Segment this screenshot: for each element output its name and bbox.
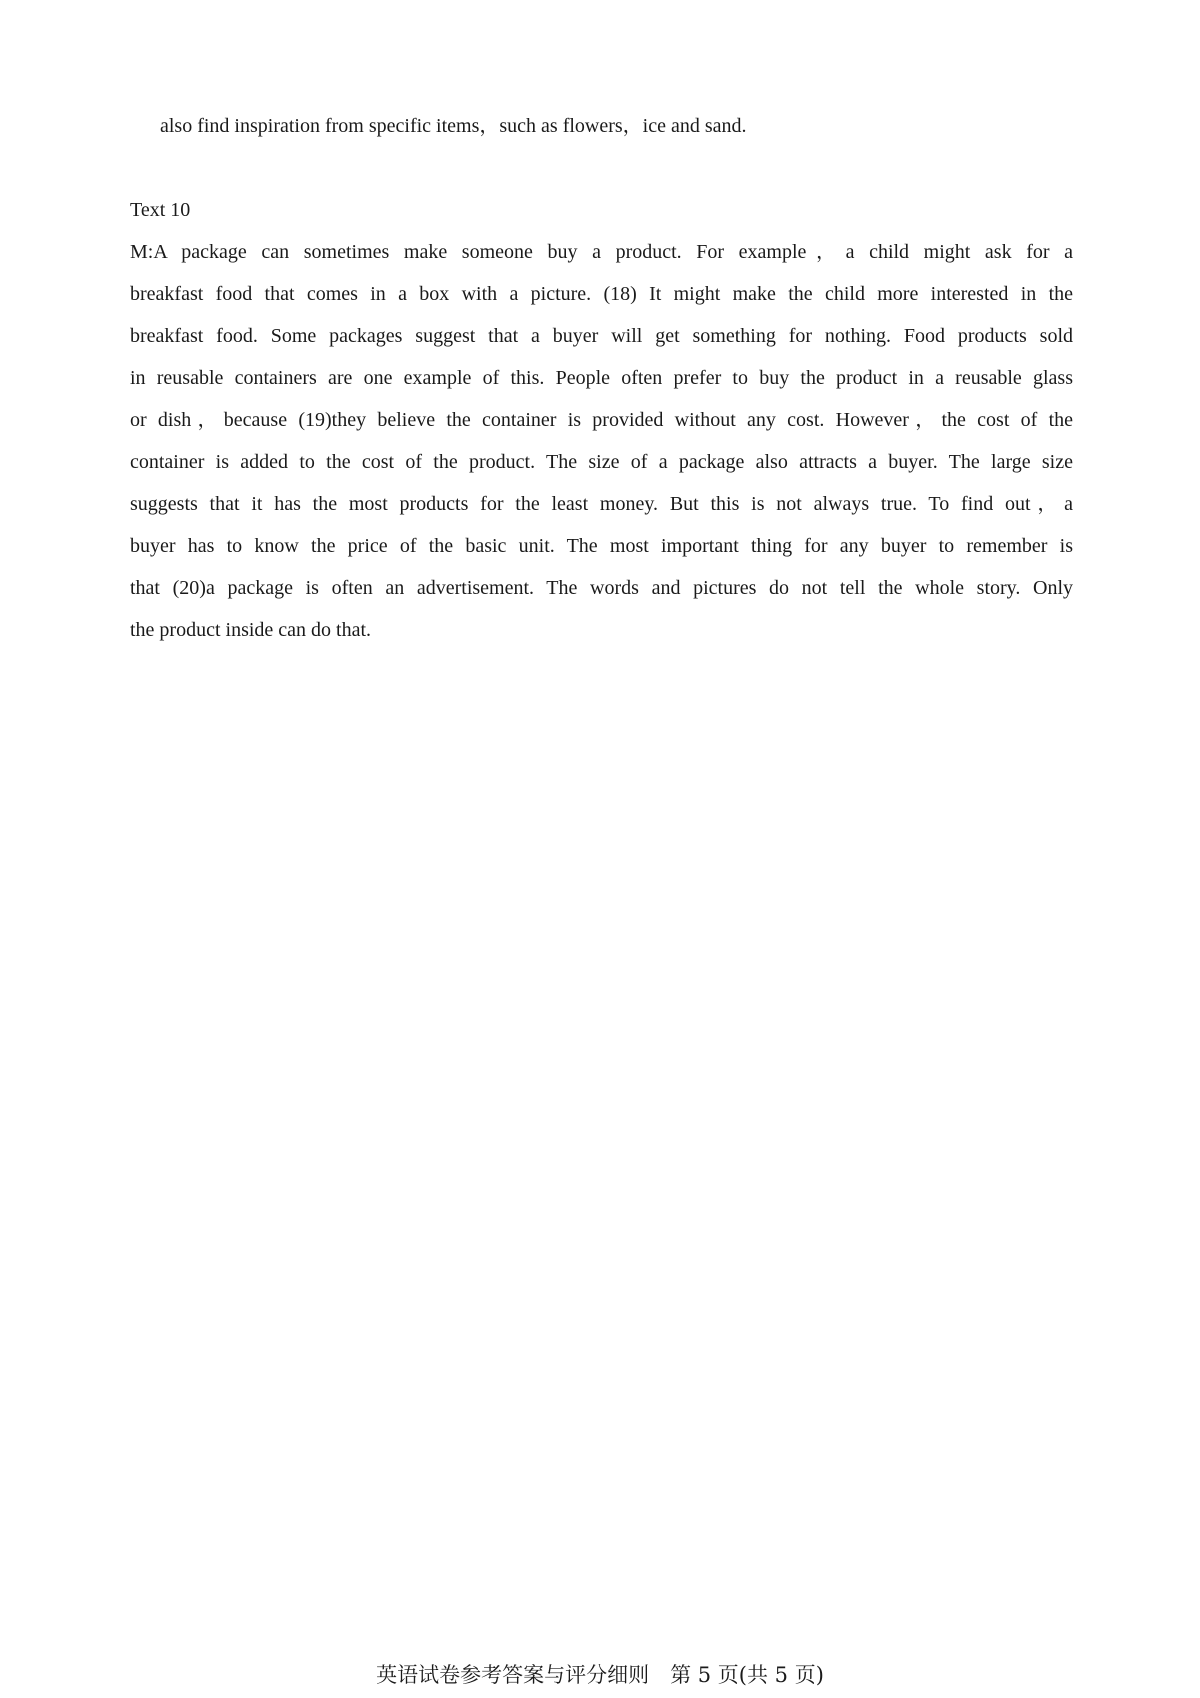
page-footer: 英语试卷参考答案与评分细则 第 5 页(共 5 页)	[376, 1663, 824, 1687]
passage-line: or dish，because (19)they believe the container is provided without any cost. However，the cost of the	[130, 409, 1073, 431]
passage-line: breakfast food that comes in a box with a picture. (18) It might make the child more interested in the	[130, 283, 1073, 305]
passage-line: suggests that it has the most products for the least money. But this is not always true. To find out，a	[130, 493, 1073, 515]
passage-line: in reusable containers are one example of this. People often prefer to buy the product in a reusable glass	[130, 367, 1073, 389]
passage-line: that (20)a package is often an advertisement. The words and pictures do not tell the whole story. Only	[130, 577, 1073, 599]
passage-line: M:A package can sometimes make someone buy a product. For example，a child might ask for a	[130, 241, 1073, 263]
passage-line: the product inside can do that.	[130, 619, 372, 641]
passage-text	[130, 238, 1073, 658]
section-title: Text 10	[130, 199, 191, 221]
passage-line: buyer has to know the price of the basic unit. The most important thing for any buyer to remember is	[130, 535, 1073, 557]
continued-text-line: also find inspiration from specific items，such as flowers，ice and sand.	[160, 115, 747, 137]
passage-line: container is added to the cost of the product. The size of a package also attracts a buyer. The large size	[130, 451, 1073, 473]
passage-line: breakfast food. Some packages suggest that a buyer will get something for nothing. Food products sold	[130, 325, 1073, 347]
